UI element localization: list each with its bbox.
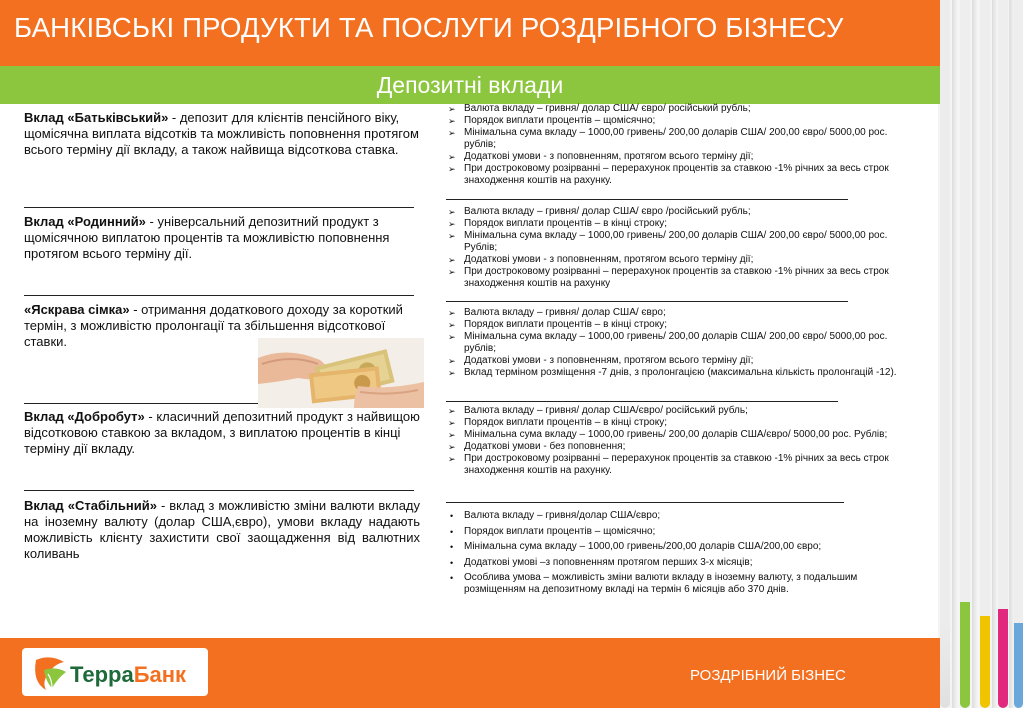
list-item: ➢ Мінімальна сума вкладу – 1000,00 гривень/ 200,00 доларів США/ 200,00 євро/ 5000,00 рос. Рублів; xyxy=(448,230,888,253)
divider xyxy=(446,301,848,302)
list-item: ➢ Додаткові умови - без поповнення; xyxy=(448,441,626,452)
list-item: • Додаткові умові –з поповненням протягом перших 3-х місяців; xyxy=(450,556,753,568)
arrow-bullet-icon: ➢ xyxy=(448,320,456,330)
conditions-group-3 xyxy=(446,307,916,379)
deposit-rodynnyi xyxy=(24,214,420,262)
arrow-bullet-icon: ➢ xyxy=(448,207,456,217)
brand-part2: Банк xyxy=(133,662,187,687)
list-item: ➢ Порядок виплати процентів – в кінці строку; xyxy=(448,417,667,428)
footer-label: РОЗДРІБНИЙ БІЗНЕС xyxy=(690,667,846,684)
list-item: ➢ Мінімальна сума вкладу – 1000,00 гривень/ 200,00 доларів США/євро/ 5000,00 рос. Рублів; xyxy=(448,429,888,440)
arrow-bullet-icon: ➢ xyxy=(448,406,456,416)
list-item: ➢ Порядок виплати процентів – щомісячно; xyxy=(448,115,656,126)
arrow-bullet-icon: ➢ xyxy=(448,356,456,366)
list-item: ➢ При достроковому розірванні – перерахунок процентів за ставкою -1% річних за весь строк знаходження коштів на рахунку. xyxy=(448,163,889,186)
arrow-bullet-icon: ➢ xyxy=(448,219,456,229)
conditions-group-4 xyxy=(446,405,916,477)
arrow-bullet-icon: ➢ xyxy=(448,128,456,138)
brand-name xyxy=(70,662,186,688)
subheader-bar xyxy=(0,66,940,104)
list-item: ➢ Порядок виплати процентів – в кінці строку; xyxy=(448,218,667,229)
list-item: ➢ Мінімальна сума вкладу – 1000,00 гривень/ 200,00 доларів США/ 200,00 євро/ 5000,00 рос. рублів; xyxy=(448,127,888,150)
dot-bullet-icon: • xyxy=(450,557,454,568)
arrow-bullet-icon: ➢ xyxy=(448,368,456,378)
brand-part1: Терра xyxy=(70,662,134,687)
deposit-batkivskyi xyxy=(24,110,420,158)
deposit-desc: - отримання додаткового доходу за короткий термін, з можливістю пролонгації та збільшення відсоткової ставки. xyxy=(24,302,403,349)
list-item: ➢ При достроковому розірванні – перерахунок процентів за ставкою -1% річних за весь строк знаходження коштів на рахунку. xyxy=(448,453,889,476)
conditions-group-5 xyxy=(446,510,916,600)
arrow-bullet-icon: ➢ xyxy=(448,442,456,452)
deposit-dobrobut xyxy=(24,409,420,457)
arrow-bullet-icon: ➢ xyxy=(448,430,456,440)
deposit-name: Вклад «Добробут» xyxy=(24,409,145,424)
dot-bullet-icon: • xyxy=(450,526,454,537)
arrow-bullet-icon: ➢ xyxy=(448,231,456,241)
page-title: БАНКІВСЬКІ ПРОДУКТИ ТА ПОСЛУГИ РОЗДРІБНОГО БІЗНЕСУ xyxy=(14,12,844,43)
list-item: ➢ Додаткові умови - з поповненням, протягом всього терміну дії; xyxy=(448,355,754,366)
divider xyxy=(446,502,844,503)
deposit-desc: - універсальний депозитний продукт з щомісячною виплатою процентів та можливістю поповнення протягом всього терміну дії. xyxy=(24,214,390,261)
divider xyxy=(24,295,414,296)
divider xyxy=(24,403,260,404)
dot-bullet-icon: • xyxy=(450,573,454,583)
deposit-name: Вклад «Стабільний» xyxy=(24,498,157,513)
section-title: Депозитні вклади xyxy=(376,72,564,98)
deposit-desc: - депозит для клієнтів пенсійного віку, щомісячна виплата відсотків та можливість поповнення протягом всього терміну дії вкладу, а також найвища відсоткова ставка. xyxy=(24,110,419,157)
list-item: ➢ Валюта вкладу – гривня/ долар США/ євро /російський рубль; xyxy=(448,206,751,217)
deposit-desc: - класичний депозитний продукт з найвищою відсотковою ставкою за вкладом, з виплатою процентів в кінці терміну дії вкладу. xyxy=(24,409,420,456)
leaf-logo-icon xyxy=(30,652,70,692)
deposit-stabilnyi xyxy=(24,498,420,562)
arrow-bullet-icon: ➢ xyxy=(448,116,456,126)
list-item: ➢ Порядок виплати процентів – в кінці строку; xyxy=(448,319,667,330)
conditions-group-2 xyxy=(446,206,916,290)
arrow-bullet-icon: ➢ xyxy=(448,332,456,342)
dot-bullet-icon: • xyxy=(450,542,454,552)
deposit-desc: - вклад з можливістю зміни валюти вкладу на іноземну валюту (долар США,євро), умови вкладу надають можливість клієнту захистити свої заощадження від валютних коливань xyxy=(24,498,421,561)
list-item: ➢ Валюта вкладу – гривня/ долар США/ євро/ російський рубль; xyxy=(448,103,751,114)
deposit-name: Вклад «Батьківський» xyxy=(24,110,169,125)
decorative-stripes xyxy=(938,0,1023,708)
list-item: • Особлива умова – можливість зміни валюти вкладу в іноземну валюту, з подальшим розміщенням на депозитному вкладі на термін 6 місяців або 370 днів. xyxy=(450,572,858,595)
conditions-group-1 xyxy=(446,103,916,187)
divider xyxy=(446,401,838,402)
deposit-name: «Яскрава сімка» xyxy=(24,302,130,317)
list-item: • Валюта вкладу – гривня/долар США/євро; xyxy=(450,510,661,521)
dot-bullet-icon: • xyxy=(450,511,454,521)
arrow-bullet-icon: ➢ xyxy=(448,267,456,277)
arrow-bullet-icon: ➢ xyxy=(448,104,456,114)
money-hands-photo xyxy=(258,338,424,408)
arrow-bullet-icon: ➢ xyxy=(448,418,456,428)
list-item: • Порядок виплати процентів – щомісячно; xyxy=(450,525,656,537)
deposit-name: Вклад «Родинний» xyxy=(24,214,146,229)
arrow-bullet-icon: ➢ xyxy=(448,255,456,265)
arrow-bullet-icon: ➢ xyxy=(448,164,456,174)
list-item: ➢ Вклад терміном розміщення -7 днів, з пролонгацією (максимальна кількість пролонгацій -12). xyxy=(448,367,897,378)
list-item: • Мінімальна сума вкладу – 1000,00 гривень/200,00 доларів США/200,00 євро; xyxy=(450,541,822,552)
header-bar xyxy=(0,0,940,66)
list-item: ➢ Додаткові умови - з поповненням, протягом всього терміну дії; xyxy=(448,254,754,265)
arrow-bullet-icon: ➢ xyxy=(448,152,456,162)
arrow-bullet-icon: ➢ xyxy=(448,308,456,318)
list-item: ➢ Валюта вкладу – гривня/ долар США/євро/ російський рубль; xyxy=(448,405,748,416)
list-item: ➢ Мінімальна сума вкладу – 1000,00 гривень/ 200,00 доларів США/ 200,00 євро/ 5000,00 рос. рублів; xyxy=(448,331,888,354)
divider xyxy=(446,199,848,200)
list-item: ➢ Додаткові умови - з поповненням, протягом всього терміну дії; xyxy=(448,151,754,162)
divider xyxy=(24,207,414,208)
list-item: ➢ При достроковому розірванні – перерахунок процентів за ставкою -1% річних за весь строк знаходження коштів на рахунку xyxy=(448,266,889,289)
list-item: ➢ Валюта вкладу – гривня/ долар США/ євро; xyxy=(448,307,666,318)
divider xyxy=(24,490,414,491)
arrow-bullet-icon: ➢ xyxy=(448,454,456,464)
